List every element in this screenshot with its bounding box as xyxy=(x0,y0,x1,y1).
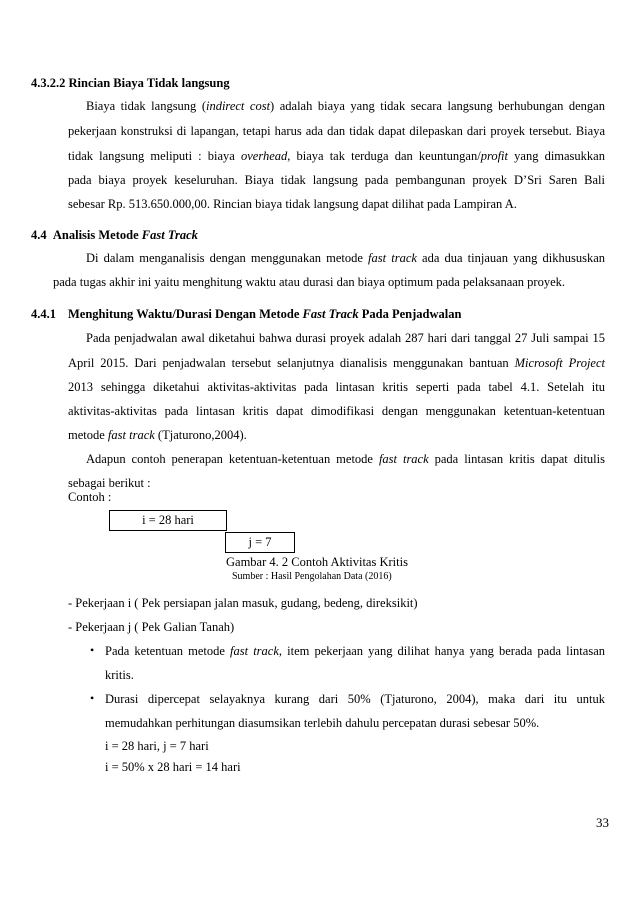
activity-label: j = 7 xyxy=(248,535,272,549)
heading-italic: Fast Track xyxy=(141,228,198,242)
text-run: Durasi dipercepat selayaknya kurang dari 50% (Tjaturono, 2004), maka dari itu untuk xyxy=(105,692,605,706)
italic-term: fast track xyxy=(378,452,429,466)
italic-term: profit xyxy=(480,149,509,163)
text-run: Contoh : xyxy=(68,490,112,504)
bullet-line xyxy=(105,738,209,754)
bullet-line xyxy=(105,667,134,683)
text-run: sebagai berikut : xyxy=(68,476,151,490)
text-run: Adapun contoh penerapan ketentuan-ketentuan metode xyxy=(86,452,379,466)
heading-text: Pada Penjadwalan xyxy=(358,307,462,321)
page-number: 33 xyxy=(596,815,609,830)
text-run: April 2015. Dari penjadwalan tersebut selanjutnya dianalisis menggunakan bantuan xyxy=(68,356,515,370)
text-run: pekerjaan konstruksi di lapangan, tetapi harus ada dan tidak dapat dilepaskan dari proyek tersebut. Biaya xyxy=(68,124,605,138)
paragraph-line xyxy=(68,148,605,164)
paragraph-line xyxy=(68,172,605,188)
bullet-icon: • xyxy=(90,691,95,705)
text-run: pada lintasan kritis dapat ditulis xyxy=(428,452,605,466)
activity-box-j xyxy=(225,532,295,553)
bullet-line xyxy=(105,643,605,659)
heading-number: 4.4.1 xyxy=(31,307,56,321)
figure-source: Sumber : Hasil Pengolahan Data (2016) xyxy=(232,571,392,582)
heading-number: 4.4 xyxy=(31,228,47,242)
heading-4-4 xyxy=(31,227,198,243)
heading-4-4-1 xyxy=(31,306,56,322)
text-run: i = 50% x 28 hari = 14 hari xyxy=(105,760,241,774)
text-run: Pada ketentuan metode xyxy=(105,644,231,658)
paragraph-line xyxy=(68,427,247,443)
text-run: ada dua tinjauan yang dikhususkan xyxy=(416,251,605,265)
heading-text: Analisis Metode xyxy=(52,228,142,242)
paragraph-line xyxy=(68,123,605,139)
bullet-line xyxy=(105,715,539,731)
list-item: - Pekerjaan j ( Pek Galian Tanah) xyxy=(68,620,235,634)
paragraph-line xyxy=(86,451,605,467)
text-run: , biaya tak terduga dan keuntungan/ xyxy=(287,149,481,163)
italic-term: fast track xyxy=(368,251,417,265)
paragraph-line xyxy=(86,98,605,114)
text-run: kritis. xyxy=(105,668,134,682)
italic-term: Microsoft Project xyxy=(514,356,605,370)
text-run: i = 28 hari, j = 7 hari xyxy=(105,739,209,753)
text-run: yang dimasukkan xyxy=(508,149,605,163)
paragraph-line xyxy=(68,196,517,212)
paragraph-line xyxy=(68,403,605,419)
bullet-line xyxy=(105,759,241,775)
paragraph-line xyxy=(86,250,605,266)
text-run: pada tugas akhir ini yaitu menghitung waktu atau durasi dan biaya optimum pada pelaksanaan proyek. xyxy=(53,275,566,289)
paragraph-line xyxy=(68,379,605,395)
bullet-line xyxy=(105,691,605,707)
heading-4-4-1-title xyxy=(68,306,461,322)
text-run: aktivitas-aktivitas pada lintasan kritis dapat dimodifikasi dengan menggunakan ketentuan-ketentuan xyxy=(68,404,605,418)
text-run: , item pekerjaan yang dilihat hanya yang berada pada lintasan xyxy=(278,644,605,658)
bullet-icon: • xyxy=(90,643,95,657)
text-run: Biaya tidak langsung ( xyxy=(86,99,206,113)
paragraph-line xyxy=(53,274,565,290)
italic-term: overhead xyxy=(240,149,288,163)
text-run: sebesar Rp. 513.650.000,00. Rincian biaya tidak langsung dapat dilihat pada Lampiran A. xyxy=(68,197,517,211)
text-run: memudahkan perhitungan diasumsikan terlebih dahulu percepatan durasi sebesar 50%. xyxy=(105,716,540,730)
text-run: metode xyxy=(68,428,108,442)
text-run: Di dalam menganalisis dengan menggunakan metode xyxy=(86,251,369,265)
heading-text: Menghitung Waktu/Durasi Dengan Metode xyxy=(68,307,303,321)
italic-term: indirect cost xyxy=(205,99,271,113)
text-run: pada biaya proyek keseluruhan. Biaya tidak langsung pada pembangunan proyek D’Sri Saren Bali xyxy=(68,173,605,187)
paragraph-line xyxy=(68,355,605,371)
paragraph-line xyxy=(86,330,605,346)
italic-term: fast track xyxy=(107,428,155,442)
text-run: (Tjaturono,2004). xyxy=(154,428,247,442)
activity-box-i xyxy=(109,510,227,531)
italic-term: fast track xyxy=(230,644,279,658)
heading-4-3-2-2: 4.3.2.2 Rincian Biaya Tidak langsung xyxy=(31,76,230,90)
paragraph-line xyxy=(68,489,111,505)
list-item: - Pekerjaan i ( Pek persiapan jalan masuk, gudang, bedeng, direksikit) xyxy=(68,596,418,610)
text-run: 2013 sehingga diketahui aktivitas-aktivitas pada lintasan kritis seperti pada tabel 4.1. Setelah itu xyxy=(68,380,605,394)
heading-italic: Fast Track xyxy=(302,307,359,321)
figure-caption: Gambar 4. 2 Contoh Aktivitas Kritis xyxy=(226,555,408,569)
activity-label: i = 28 hari xyxy=(142,513,194,527)
text-run: Pada penjadwalan awal diketahui bahwa durasi proyek adalah 287 hari dari tanggal 27 Juli sampai 15 xyxy=(86,331,605,345)
text-run: ) adalah biaya yang tidak secara langsung berhubungan dengan xyxy=(270,99,605,113)
text-run: tidak langsung meliputi : biaya xyxy=(68,149,241,163)
